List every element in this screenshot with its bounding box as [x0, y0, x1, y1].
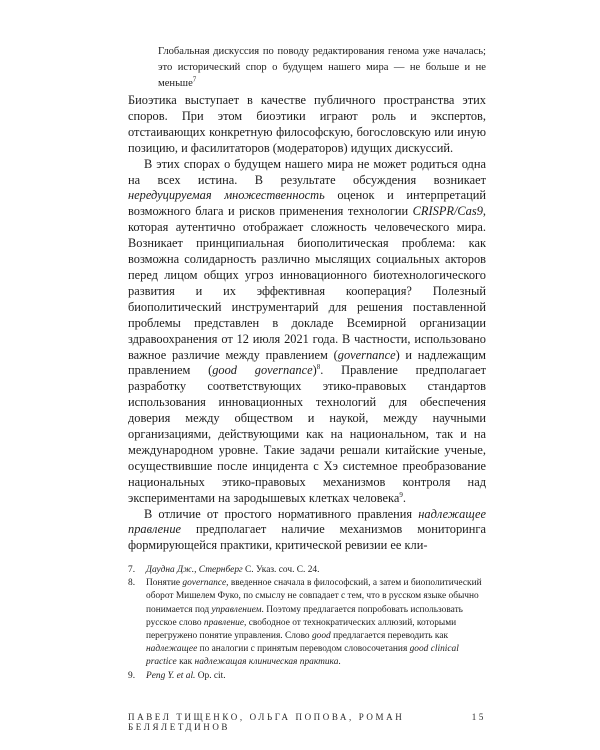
- footnote: [128, 577, 486, 669]
- fn-run: Op. cit.: [195, 670, 226, 681]
- fn-run: good clinical practice: [146, 644, 459, 668]
- footnote-ref-9[interactable]: 9: [399, 490, 403, 499]
- footnote-number: 8.: [128, 578, 136, 589]
- footnote-text: [146, 564, 486, 577]
- epigraph-quote: [158, 44, 486, 92]
- quote-footnote-ref[interactable]: 7: [192, 75, 197, 84]
- paragraph-3: [128, 507, 486, 555]
- fn-run: good: [311, 631, 331, 642]
- text-run: В этих спорах о будущем нашего мира не может родиться одна на всех истина. В результате обсуждения возникает: [128, 156, 486, 187]
- fn-run: управлением: [211, 604, 262, 615]
- fn-run: Понятие: [146, 578, 183, 589]
- text-run: . Правление предполагает разработку соответствующих этико-правовых стандартов использования инновационных технологий для обеспечения доверия между обществом и наукой, между научными организациями, действующими как на национальном, так и на международном уровне. Такие задачи решали китайские ученые, осуществившие после инцидента с Хэ системное преобразование национальных этико-правовых механизмов контроля над экспериментами на зародышевых клетках человека: [128, 363, 486, 505]
- emphasis: надлежащее правление: [128, 506, 486, 537]
- fn-run: Даудна Дж., Стернберг: [146, 565, 243, 575]
- footnote-number: 7.: [128, 565, 136, 575]
- fn-run: .: [338, 657, 341, 668]
- fn-run: governance: [182, 578, 227, 589]
- footnote: [128, 564, 486, 577]
- text-run: .: [402, 490, 406, 505]
- emphasis: governance: [337, 347, 396, 362]
- emphasis: нередуцируемая множественность: [128, 188, 325, 203]
- footnote-number: 9.: [128, 670, 136, 681]
- text-run: ) и надлежащим правлением (: [128, 347, 486, 378]
- text-run: В отличие от простого нормативного правления: [144, 506, 419, 521]
- footnote: [128, 670, 486, 683]
- fn-run: , введенное сначала в философский, а затем и биополитический оборот Мишелем Фуко, по смыслу не совпадает с тем, что в русском языке обычно понимается под: [146, 578, 482, 615]
- fn-run: надлежащая клиническая практика: [194, 657, 339, 668]
- fn-run: . Поэтому предлагается попробовать использовать русское слово: [146, 604, 463, 628]
- main-text: [128, 93, 486, 554]
- text-run: , которая аутентично отображает сложность человеческого мира. Возникает принципиальная биополитическая проблема: как возможна солидарность различно мыслящих социальных акторов перед лицом общих угроз инновационного биотехнологического развития и их эффективная кооперация? Полезный биополитический инструментарий для решения поставленной проблемы представлен в докладе Всемирной организации здравоохранения от 12 июля 2021 года. В частности, использовано важное различие между правлением (: [128, 204, 486, 362]
- footnote-ref-8[interactable]: 8: [316, 363, 321, 372]
- footnote-text: [146, 670, 486, 683]
- fn-run: по аналогии с принятым переводом словосочетания: [197, 644, 410, 655]
- footnote-text: [146, 577, 486, 669]
- emphasis: good governance: [212, 363, 313, 378]
- paragraph-1: Биоэтика выступает в качестве публичного пространства этих споров. При этом биоэтики играют роль и экспертов, отстаивающих конкретную философскую, богословскую или иную позицию, и фасилитаторов (модераторов) идущих дискуссий.: [128, 93, 486, 155]
- emphasis: CRISPR/Cas9: [412, 204, 483, 219]
- running-footer: [128, 712, 486, 732]
- fn-run: предлагается переводить как: [330, 631, 449, 642]
- fn-run: как: [176, 657, 195, 668]
- page-number: 15: [471, 712, 486, 722]
- fn-run: Peng Y. et al.: [146, 670, 196, 681]
- footnotes: [128, 564, 486, 683]
- fn-run: , свободное от технократических аллюзий, которыми перегружено понятие управления. Слово: [146, 617, 457, 642]
- fn-run: правление: [203, 617, 245, 628]
- text-run: предполагает наличие механизмов мониторинга формирующейся практики, критической ревизии ее кли-: [128, 522, 486, 553]
- text-run: ): [312, 363, 317, 378]
- footer-authors: ПАВЕЛ ТИЩЕНКО, ОЛЬГА ПОПОВА, РОМАН БЕЛЯЛЕТДИНОВ: [128, 712, 405, 732]
- paragraph-2: [128, 157, 486, 507]
- fn-run: надлежащее: [146, 644, 198, 655]
- quote-text: Глобальная дискуссия по поводу редактирования генома уже началась; это исторический спор о будущем нашего мира — не больше и не меньше: [158, 46, 486, 89]
- text-run: оценок и интерпретаций возможного блага и рисков применения технологии: [128, 188, 486, 219]
- fn-run: С. Указ. соч. С. 24.: [242, 565, 320, 575]
